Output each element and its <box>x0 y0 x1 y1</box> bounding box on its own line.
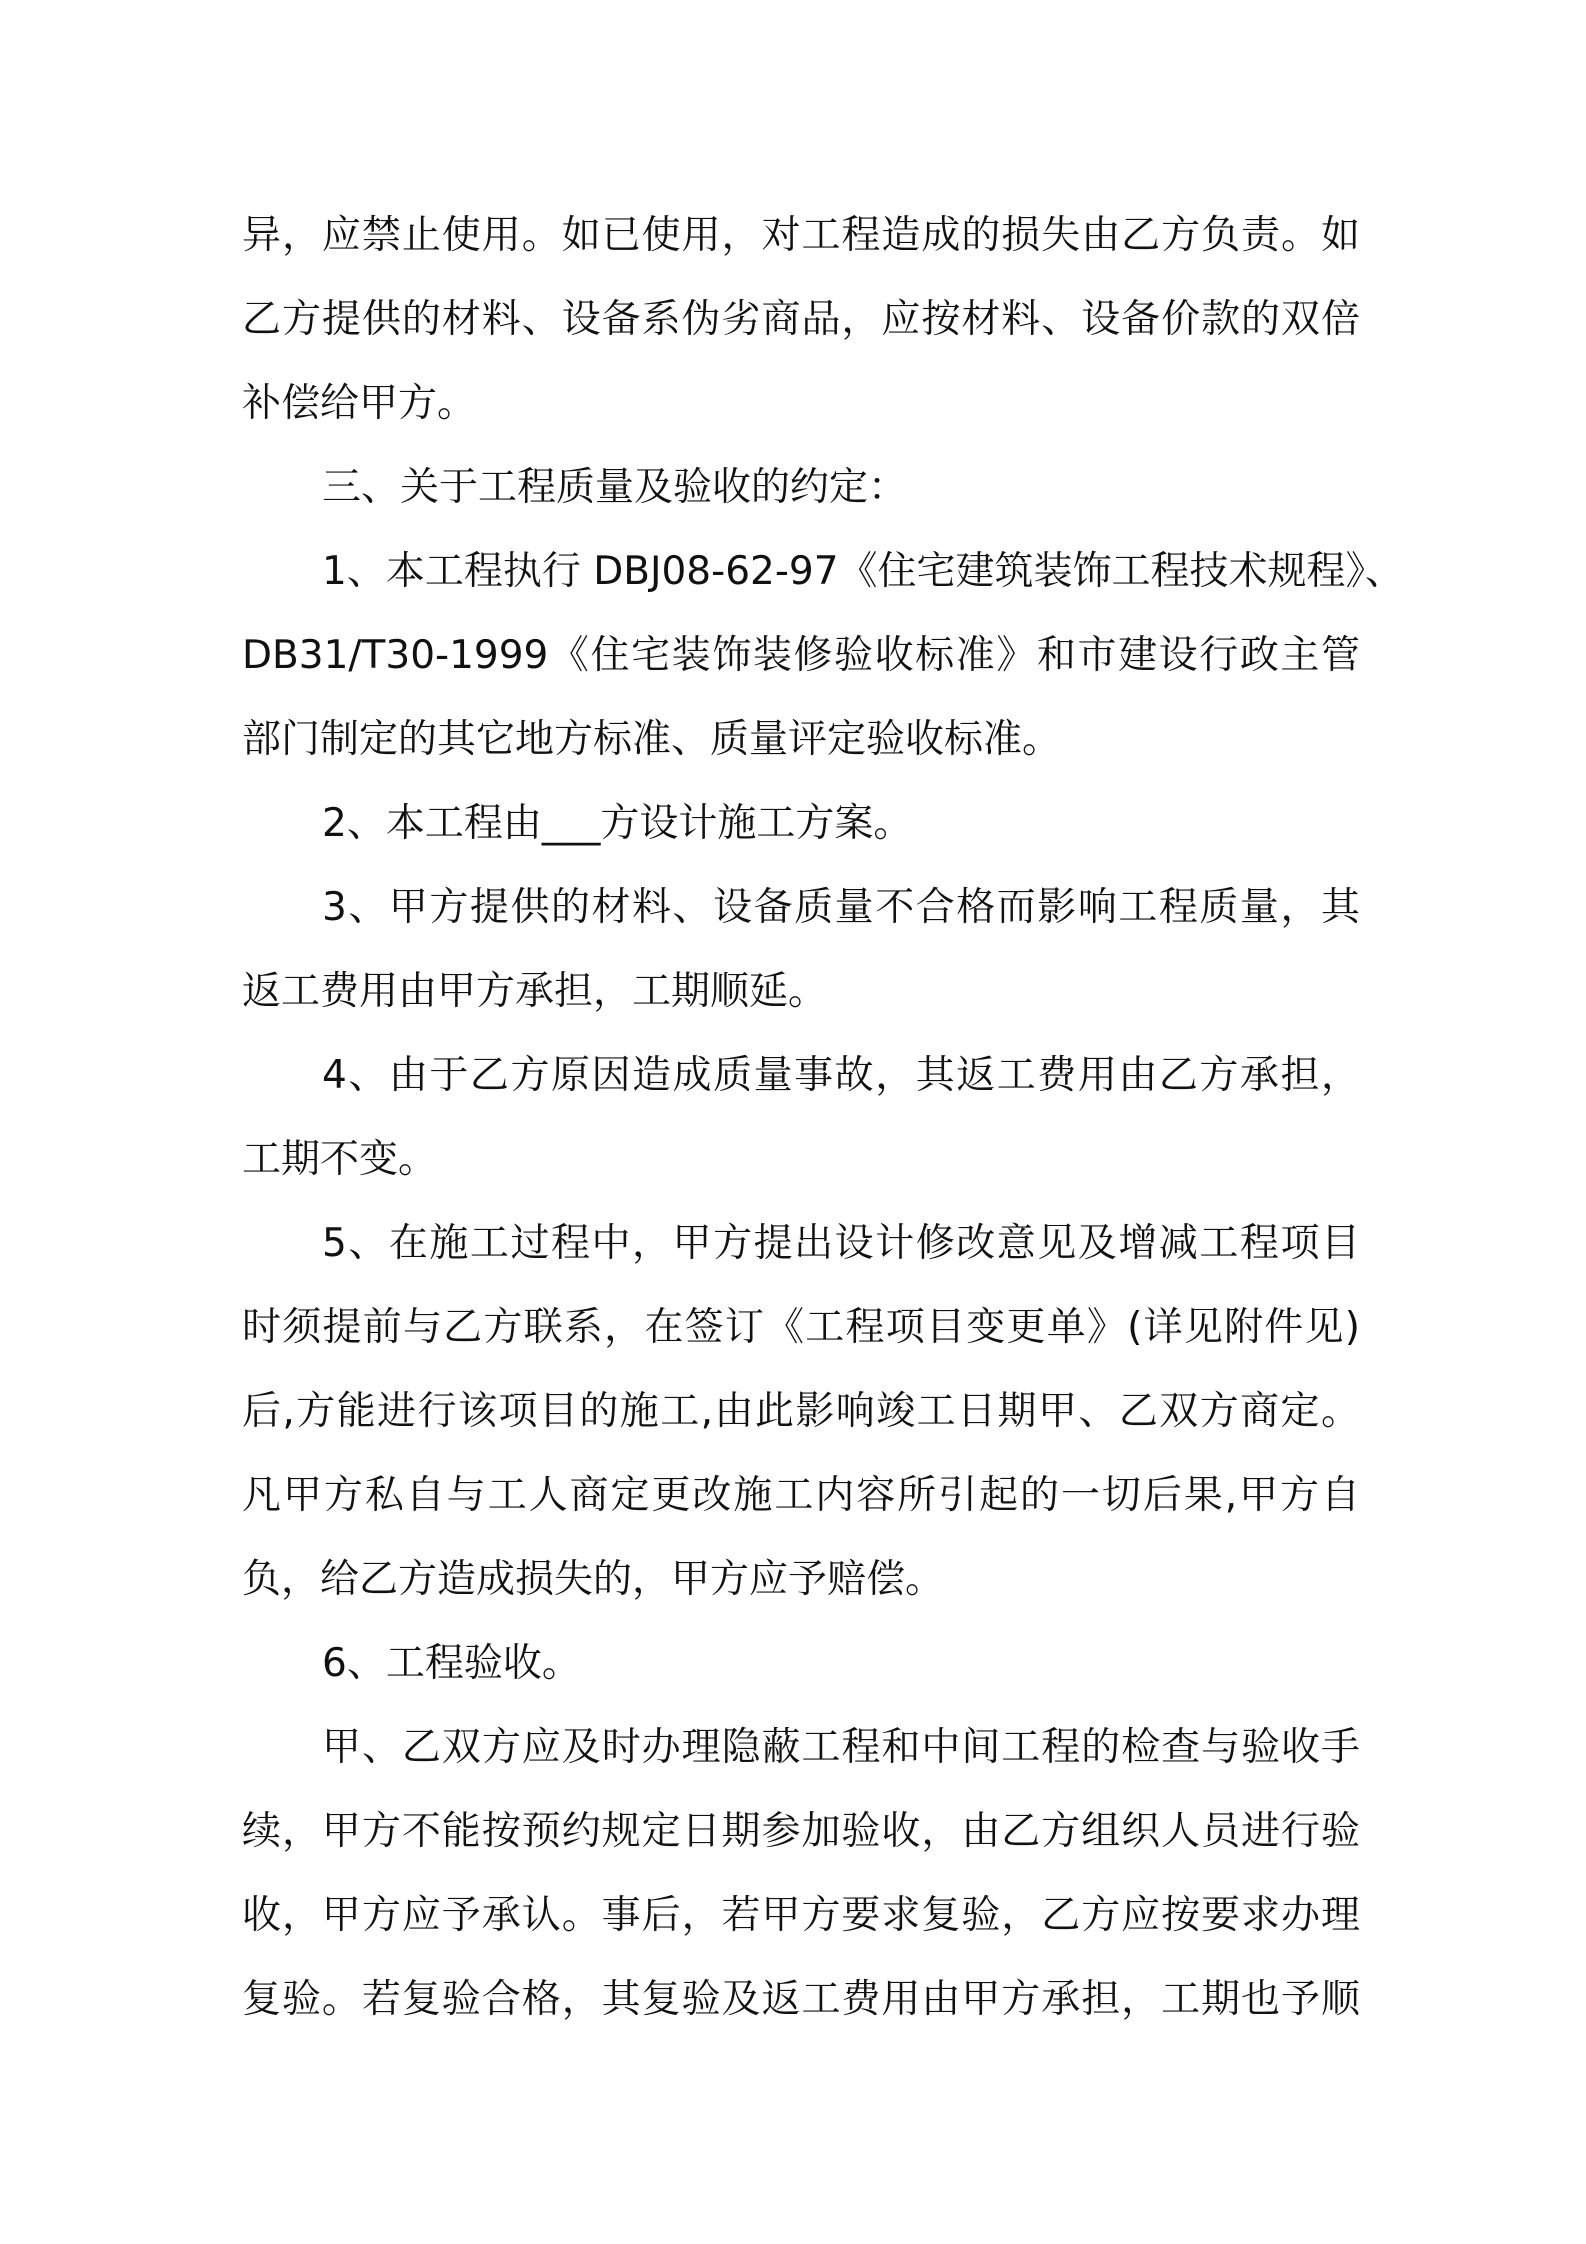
text-line: 后,方能进行该项目的施工,由此影响竣工日期甲、乙双方商定。 <box>242 1389 1360 1434</box>
text-line: 时须提前与乙方联系，在签订《工程项目变更单》(详见附件见) <box>242 1305 1360 1350</box>
text-line: 凡甲方私自与工人商定更改施工内容所引起的一切后果,甲方自 <box>242 1473 1360 1518</box>
text-line: 5、在施工过程中，甲方提出设计修改意见及增减工程项目 <box>322 1221 1360 1266</box>
text-line: 部门制定的其它地方标准、质量评定验收标准。 <box>242 717 1062 762</box>
text-line: 收，甲方应予承认。事后，若甲方要求复验，乙方应按要求办理 <box>242 1893 1360 1938</box>
text-line: DB31/T30-1999《住宅装饰装修验收标准》和市建设行政主管 <box>242 633 1360 678</box>
text-line: 补偿给甲方。 <box>242 381 477 426</box>
text-line: 3、甲方提供的材料、设备质量不合格而影响工程质量，其 <box>322 885 1360 930</box>
text-line: 甲、乙双方应及时办理隐蔽工程和中间工程的检查与验收手 <box>322 1725 1360 1770</box>
text-line: 异，应禁止使用。如已使用，对工程造成的损失由乙方负责。如 <box>242 213 1360 258</box>
text-line: 乙方提供的材料、设备系伪劣商品，应按材料、设备价款的双倍 <box>242 297 1360 342</box>
text-line: 4、由于乙方原因造成质量事故，其返工费用由乙方承担， <box>322 1053 1360 1098</box>
text-line: 6、工程验收。 <box>322 1641 581 1686</box>
document-body <box>242 194 1405 2042</box>
text-line: 负，给乙方造成损失的，甲方应予赔偿。 <box>242 1557 945 1602</box>
text-line: 返工费用由甲方承担，工期顺延。 <box>242 969 828 1014</box>
text-line: 工期不变。 <box>242 1137 438 1182</box>
text-line: 1、本工程执行 DBJ08-62-97《住宅建筑装饰工程技术规程》、 <box>322 549 1405 594</box>
section-heading: 三、关于工程质量及验收的约定： <box>322 465 908 510</box>
text-line: 复验。若复验合格，其复验及返工费用由甲方承担，工期也予顺 <box>242 1977 1360 2022</box>
text-line: 2、本工程由___方设计施工方案。 <box>322 801 913 846</box>
text-line: 续，甲方不能按预约规定日期参加验收，由乙方组织人员进行验 <box>242 1809 1360 1854</box>
